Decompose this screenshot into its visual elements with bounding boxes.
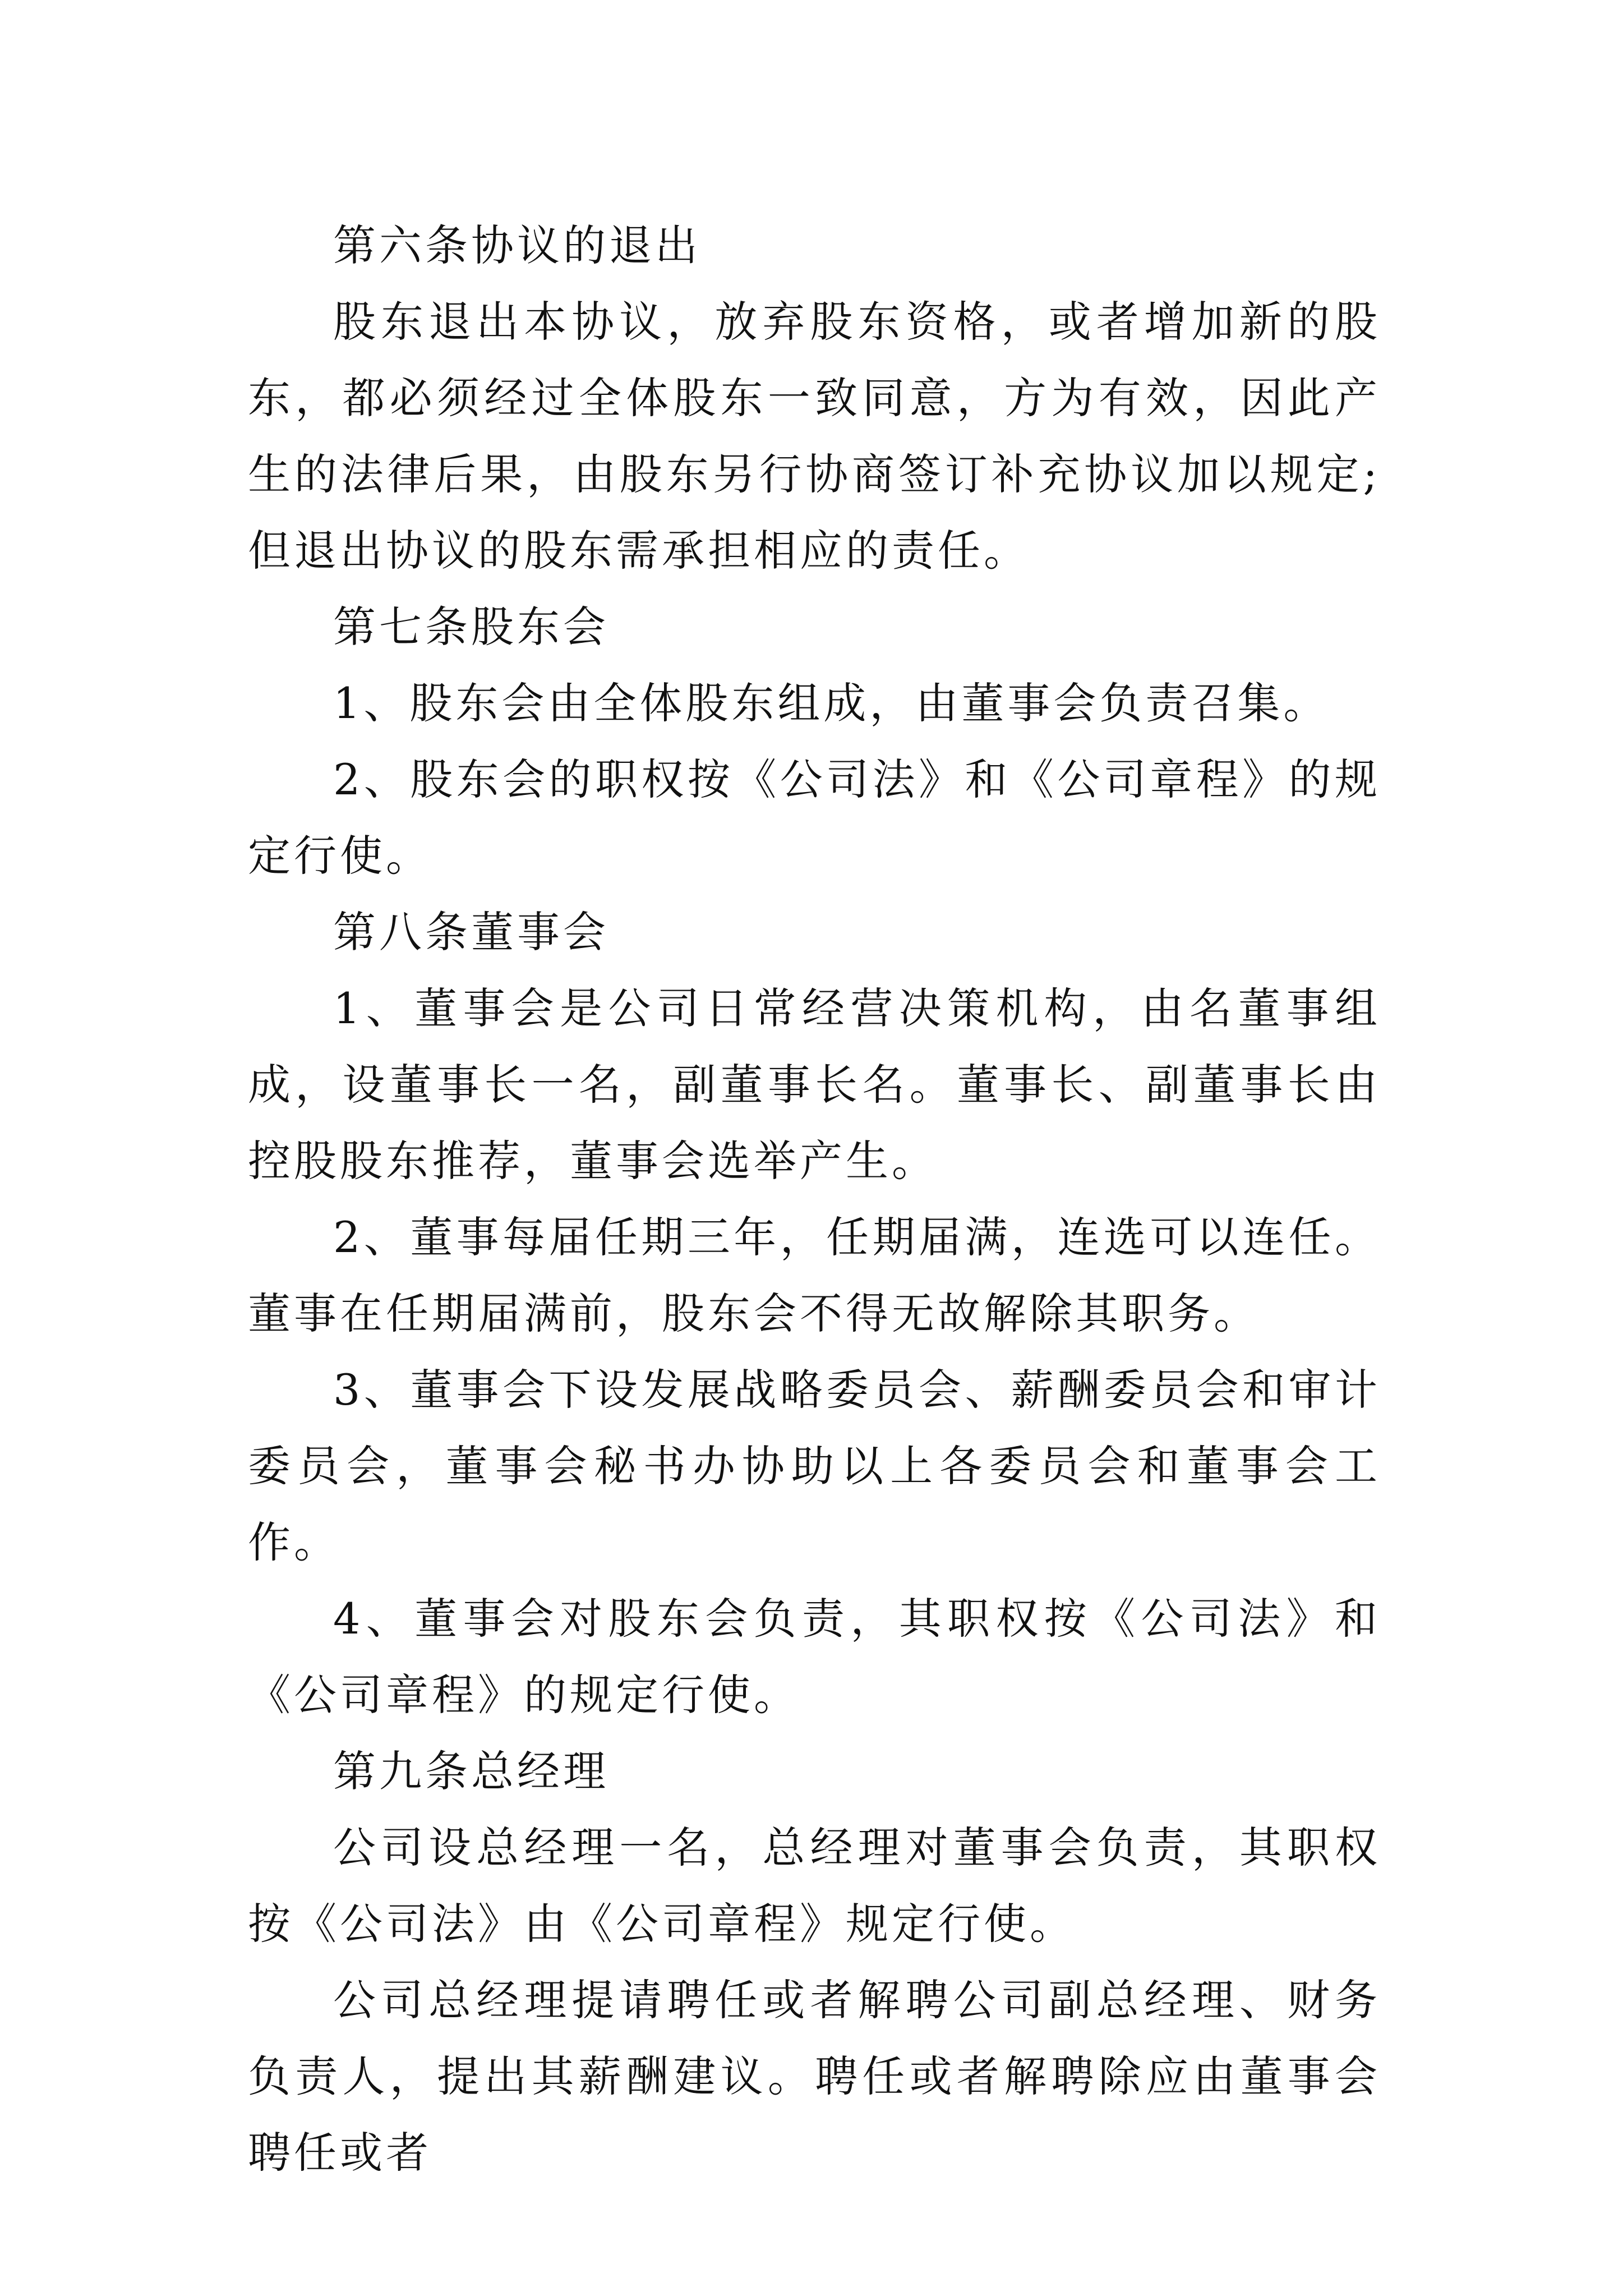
article-8-item-2: 2、董事每届任期三年，任期届满，连选可以连任。董事在任期届满前，股东会不得无故解除其职务。	[248, 1212, 1381, 1338]
document-body	[248, 208, 1381, 2191]
article-6-paragraph: 股东退出本协议，放弃股东资格，或者增加新的股东，都必须经过全体股东一致同意，方为有效，因此产生的法律后果，由股东另行协商签订补充协议加以规定;但退出协议的股东需承担相应的责任。	[248, 297, 1381, 576]
article-9-paragraph-2: 公司总经理提请聘任或者解聘公司副总经理、财务负责人，提出其薪酬建议。聘任或者解聘除应由董事会聘任或者	[248, 1975, 1381, 2178]
article-8-item-4: 4、董事会对股东会负责，其职权按《公司法》和《公司章程》的规定行使。	[248, 1594, 1381, 1720]
article-7-item-2: 2、股东会的职权按《公司法》和《公司章程》的规定行使。	[248, 754, 1381, 881]
article-7-heading: 第七条股东会	[333, 602, 609, 652]
article-6-heading: 第六条协议的退出	[333, 220, 701, 270]
article-8-item-1: 1、董事会是公司日常经营决策机构，由名董事组成，设董事长一名，副董事长名。董事长、副董事长由控股股东推荐，董事会选举产生。	[248, 983, 1381, 1186]
article-8-item-3: 3、董事会下设发展战略委员会、薪酬委员会和审计委员会，董事会秘书办协助以上各委员会和董事会工作。	[248, 1365, 1381, 1567]
article-9-paragraph-1: 公司设总经理一名，总经理对董事会负责，其职权按《公司法》由《公司章程》规定行使。	[248, 1823, 1381, 1949]
article-9-heading: 第九条总经理	[333, 1746, 609, 1796]
article-8-heading: 第八条董事会	[333, 907, 609, 957]
article-7-item-1: 1、股东会由全体股东组成，由董事会负责召集。	[333, 678, 1330, 728]
